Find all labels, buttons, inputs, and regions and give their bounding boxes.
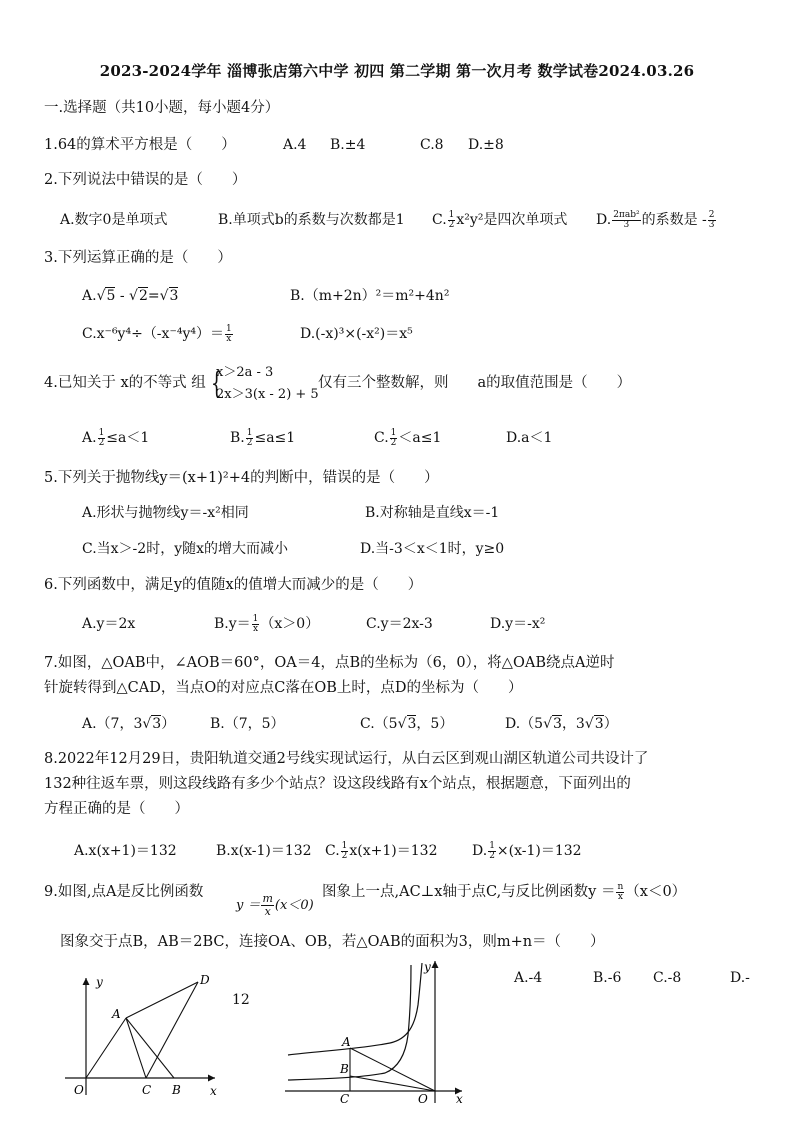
q3-option-c: C.x⁻⁶y⁴÷（-x⁻⁴y⁴）＝ $\frac{1}{x}$ [82, 323, 232, 344]
page-title: 2023-2024学年 淄博张店第六中学 初四 第二学期 第一次月考 数学试卷2024.03.26 [99, 62, 695, 80]
q5-option-c: C.当x＞-2时，y随x的增大而减小 [82, 541, 289, 557]
q4-stem-post: 仅有三个整数解，则 a的取值范围是（ ） [318, 375, 632, 391]
q9-figure [280, 955, 470, 1105]
q5-option-a: A.形状与抛物线y＝-x²相同 [82, 505, 249, 521]
section-heading: 一.选择题（共10小题，每小题4分） [44, 100, 280, 116]
q2-stem: 2.下列说法中错误的是（ ） [44, 172, 247, 188]
q7-label-B: B [172, 1083, 181, 1097]
q9-segment-OB [350, 1076, 435, 1091]
q9-segment-OA [350, 1048, 435, 1091]
q8-option-c: C. $\frac{1}{2}$ x(x+1)＝132 [325, 840, 438, 861]
q6-option-b: B.y＝ $\frac{1}{x}$ （x＞0） [214, 613, 320, 634]
q6-option-a: A.y＝2x [82, 616, 136, 632]
q7-stem-line1: 7.如图，△OAB中，∠AOB＝60°，OA＝4，点B的坐标为（6，0），将△OAB绕点A逆时 [44, 655, 615, 671]
q8-option-a: A.x(x+1)＝132 [74, 843, 177, 859]
q2-option-d: D. 2πab² 3 的系数是 - $\frac{2}{3}$ [596, 209, 715, 230]
q7-option-c: C.（5√3，5） [360, 716, 454, 732]
q4-system-line1: x＞2a - 3 [216, 365, 274, 380]
q8-stem-line3: 方程正确的是（ ） [44, 801, 189, 817]
q9-option-d: D.- [730, 970, 750, 986]
q9-stem-line2: 图象交于点B，AB＝2BC，连接OA、OB，若△OAB的面积为3，则m+n＝（ ） [60, 934, 605, 950]
q9-label-B: B [340, 1062, 349, 1076]
q7-option-d: D.（5√3，3√3） [505, 716, 618, 732]
q7-label-D: D [200, 973, 210, 987]
q8-option-d: D. $\frac{1}{2}$ ×(x-1)＝132 [472, 840, 582, 861]
q3-option-b: B.（m+2n）²＝m²+4n² [290, 288, 450, 304]
q1-option-c: C.8 [420, 137, 444, 153]
q7-segment-AB [126, 1018, 174, 1078]
q1-option-d: D.±8 [468, 137, 504, 153]
q9-function-m: y ＝ $\frac{m}{x}$ (x＜0) [236, 892, 314, 918]
q9-label-O: O [418, 1092, 428, 1105]
q1-stem: 1.64的算术平方根是（ ） [44, 137, 236, 153]
q7-label-O: O [74, 1083, 84, 1097]
q9-label-C: C [340, 1092, 350, 1105]
q4-option-a: A. $\frac{1}{2}$ ≤a＜1 [82, 427, 150, 448]
q3-option-a: A.√5 - √2=√3 [82, 288, 179, 304]
q6-option-c: C.y＝2x-3 [366, 616, 433, 632]
q7-figure [60, 970, 230, 1100]
q8-stem-line1: 8.2022年12月29日，贵阳轨道交通2号线实现试运行，从白云区到观山湖区轨道公司共设计了 [44, 751, 649, 767]
q5-stem: 5.下列关于抛物线y＝(x+1)²+4的判断中，错误的是（ ） [44, 470, 439, 486]
q6-option-d: D.y＝-x² [490, 616, 546, 632]
q4-option-b: B. $\frac{1}{2}$ ≤a≤1 [230, 427, 296, 448]
q7-label-x: x [210, 1084, 217, 1098]
q4-stem-pre: 4.已知关于 x的不等式 组 [44, 375, 206, 391]
q4-option-d: D.a＜1 [506, 430, 553, 446]
q9-option-d-continuation: 12 [232, 992, 250, 1008]
q7-segment-AD [126, 982, 198, 1018]
q9-option-c: C.-8 [653, 970, 682, 986]
q4-system-line2: 2x＞3(x - 2) + 5 [216, 387, 319, 402]
q4-option-c: C. $\frac{1}{2}$ ＜a≤1 [374, 427, 442, 448]
q9-label-y: y [424, 960, 431, 974]
q3-stem: 3.下列运算正确的是（ ） [44, 250, 232, 266]
q7-label-C: C [142, 1083, 152, 1097]
q4-system-brace: { [210, 366, 223, 401]
q5-option-b: B.对称轴是直线x＝-1 [365, 505, 500, 521]
q7-stem-line2: 针旋转得到△CAD，当点O的对应点C落在OB上时，点D的坐标为（ ） [44, 680, 523, 696]
q3-option-d: D.(-x)³×(-x²)＝x⁵ [300, 326, 413, 342]
q9-stem-mid: 图象上一点,AC⊥x轴于点C,与反比例函数y ＝ $\frac{n}{x}$ （x＜0） [322, 881, 687, 902]
q9-option-b: B.-6 [593, 970, 622, 986]
q7-option-b: B.（7，5） [210, 716, 285, 732]
q2-option-b: B.单项式b的系数与次数都是1 [218, 212, 405, 228]
q6-stem: 6.下列函数中，满足y的值随x的值增大而减少的是（ ） [44, 577, 423, 593]
q8-stem-line2: 132种往返车票，则这段线路有多少个站点？设这段线路有x个站点，根据题意，下面列出的 [44, 776, 631, 792]
q7-segment-CD [146, 982, 198, 1078]
q9-option-a: A.-4 [514, 970, 543, 986]
q5-option-d: D.当-3＜x＜1时，y≥0 [360, 541, 505, 557]
q2-option-a: A.数字0是单项式 [60, 212, 168, 228]
q2-option-c: C. $\frac{1}{2}$ x²y²是四次单项式 [432, 209, 568, 230]
q9-label-x: x [456, 1092, 463, 1105]
q1-option-b: B.±4 [330, 137, 366, 153]
q1-option-a: A.4 [283, 137, 307, 153]
q9-stem-pre: 9.如图,点A是反比例函数 [44, 884, 204, 900]
q9-curve-m [288, 963, 422, 1055]
q7-segment-OA [86, 1018, 126, 1078]
q7-segment-AC [126, 1018, 146, 1078]
q7-label-y: y [96, 975, 103, 989]
q9-label-A: A [342, 1035, 351, 1049]
q7-option-a: A.（7，3√3） [82, 716, 176, 732]
q8-option-b: B.x(x-1)＝132 [216, 843, 312, 859]
q7-label-A: A [112, 1007, 121, 1021]
